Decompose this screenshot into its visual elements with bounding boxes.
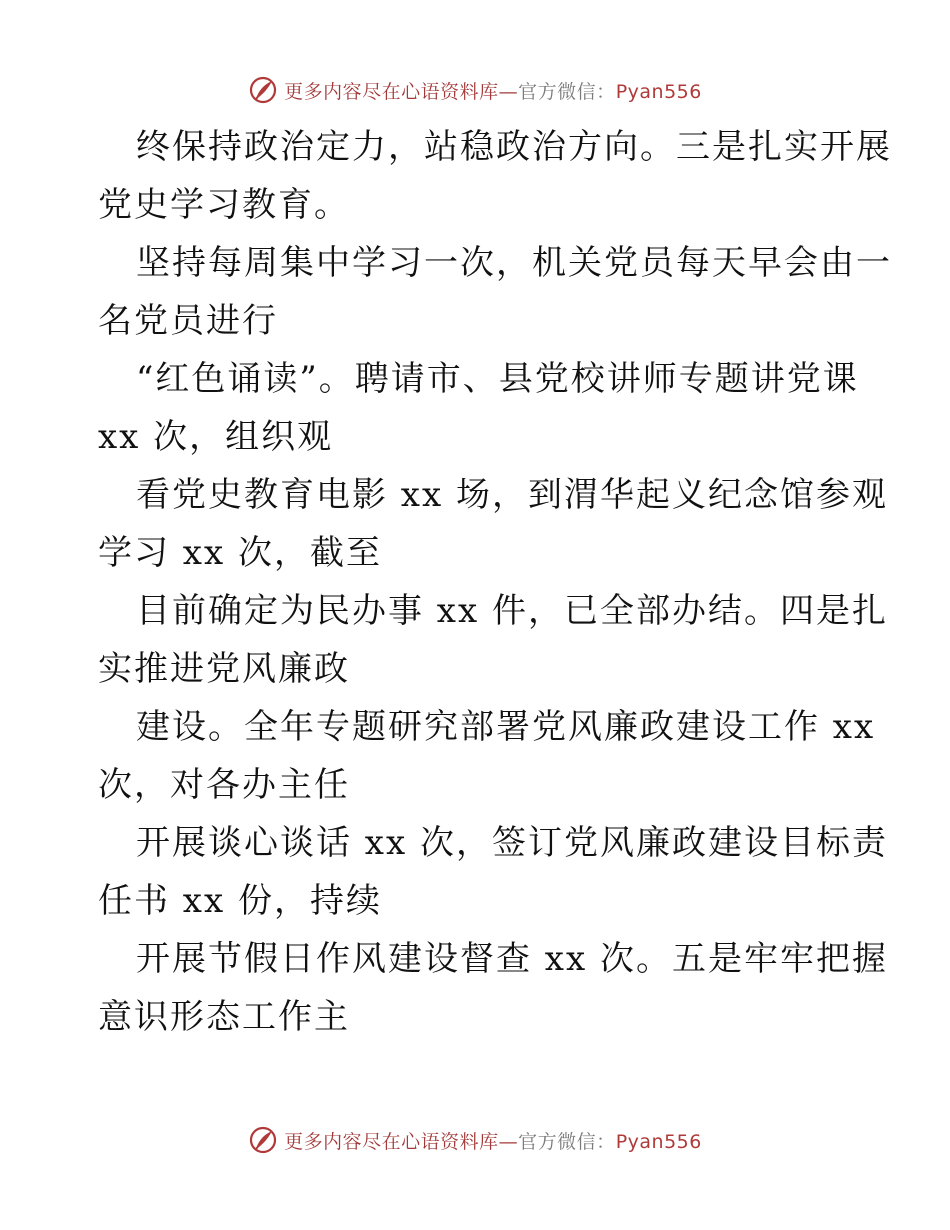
body-line: 学习 xx 次，截至 <box>98 533 382 573</box>
quill-logo-icon <box>248 1125 278 1155</box>
footer-brand-text: 更多内容尽在心语资料库 <box>284 1130 499 1153</box>
header-brand-text: 更多内容尽在心语资料库 <box>284 80 499 103</box>
footer-banner-text <box>284 1127 702 1154</box>
footer-official-label: 官方微信： <box>518 1130 616 1153</box>
body-line: 看党史教育电影 xx 场，到渭华起义纪念馆参观 <box>136 475 888 515</box>
body-line: 意识形态工作主 <box>98 997 350 1037</box>
body-line: 任书 xx 份，持续 <box>98 881 382 921</box>
footer-wechat-id: Pyan556 <box>615 1130 702 1153</box>
body-line: 开展谈心谈话 xx 次，签订党风廉政建设目标责 <box>136 823 888 863</box>
body-line: “红色诵读”。聘请市、县党校讲师专题讲党课 <box>136 359 859 399</box>
body-line: 实推进党风廉政 <box>98 649 350 689</box>
body-line: 开展节假日作风建设督查 xx 次。五是牢牢把握 <box>136 939 888 979</box>
body-line: 党史学习教育。 <box>98 185 350 225</box>
body-line: 目前确定为民办事 xx 件，已全部办结。四是扎 <box>136 591 888 631</box>
header-wechat-id: Pyan556 <box>615 80 702 103</box>
footer-separator: — <box>498 1130 519 1153</box>
header-official-label: 官方微信： <box>518 80 616 103</box>
body-line: 次，对各办主任 <box>98 765 350 805</box>
body-line: 坚持每周集中学习一次，机关党员每天早会由一 <box>136 243 892 283</box>
body-line: 名党员进行 <box>98 301 278 341</box>
body-line: 建设。全年专题研究部署党风廉政建设工作 xx <box>136 707 876 747</box>
body-line: xx 次，组织观 <box>98 417 334 457</box>
header-separator: — <box>498 80 519 103</box>
footer-banner <box>0 1120 950 1160</box>
body-line: 终保持政治定力，站稳政治方向。三是扎实开展 <box>136 127 892 167</box>
